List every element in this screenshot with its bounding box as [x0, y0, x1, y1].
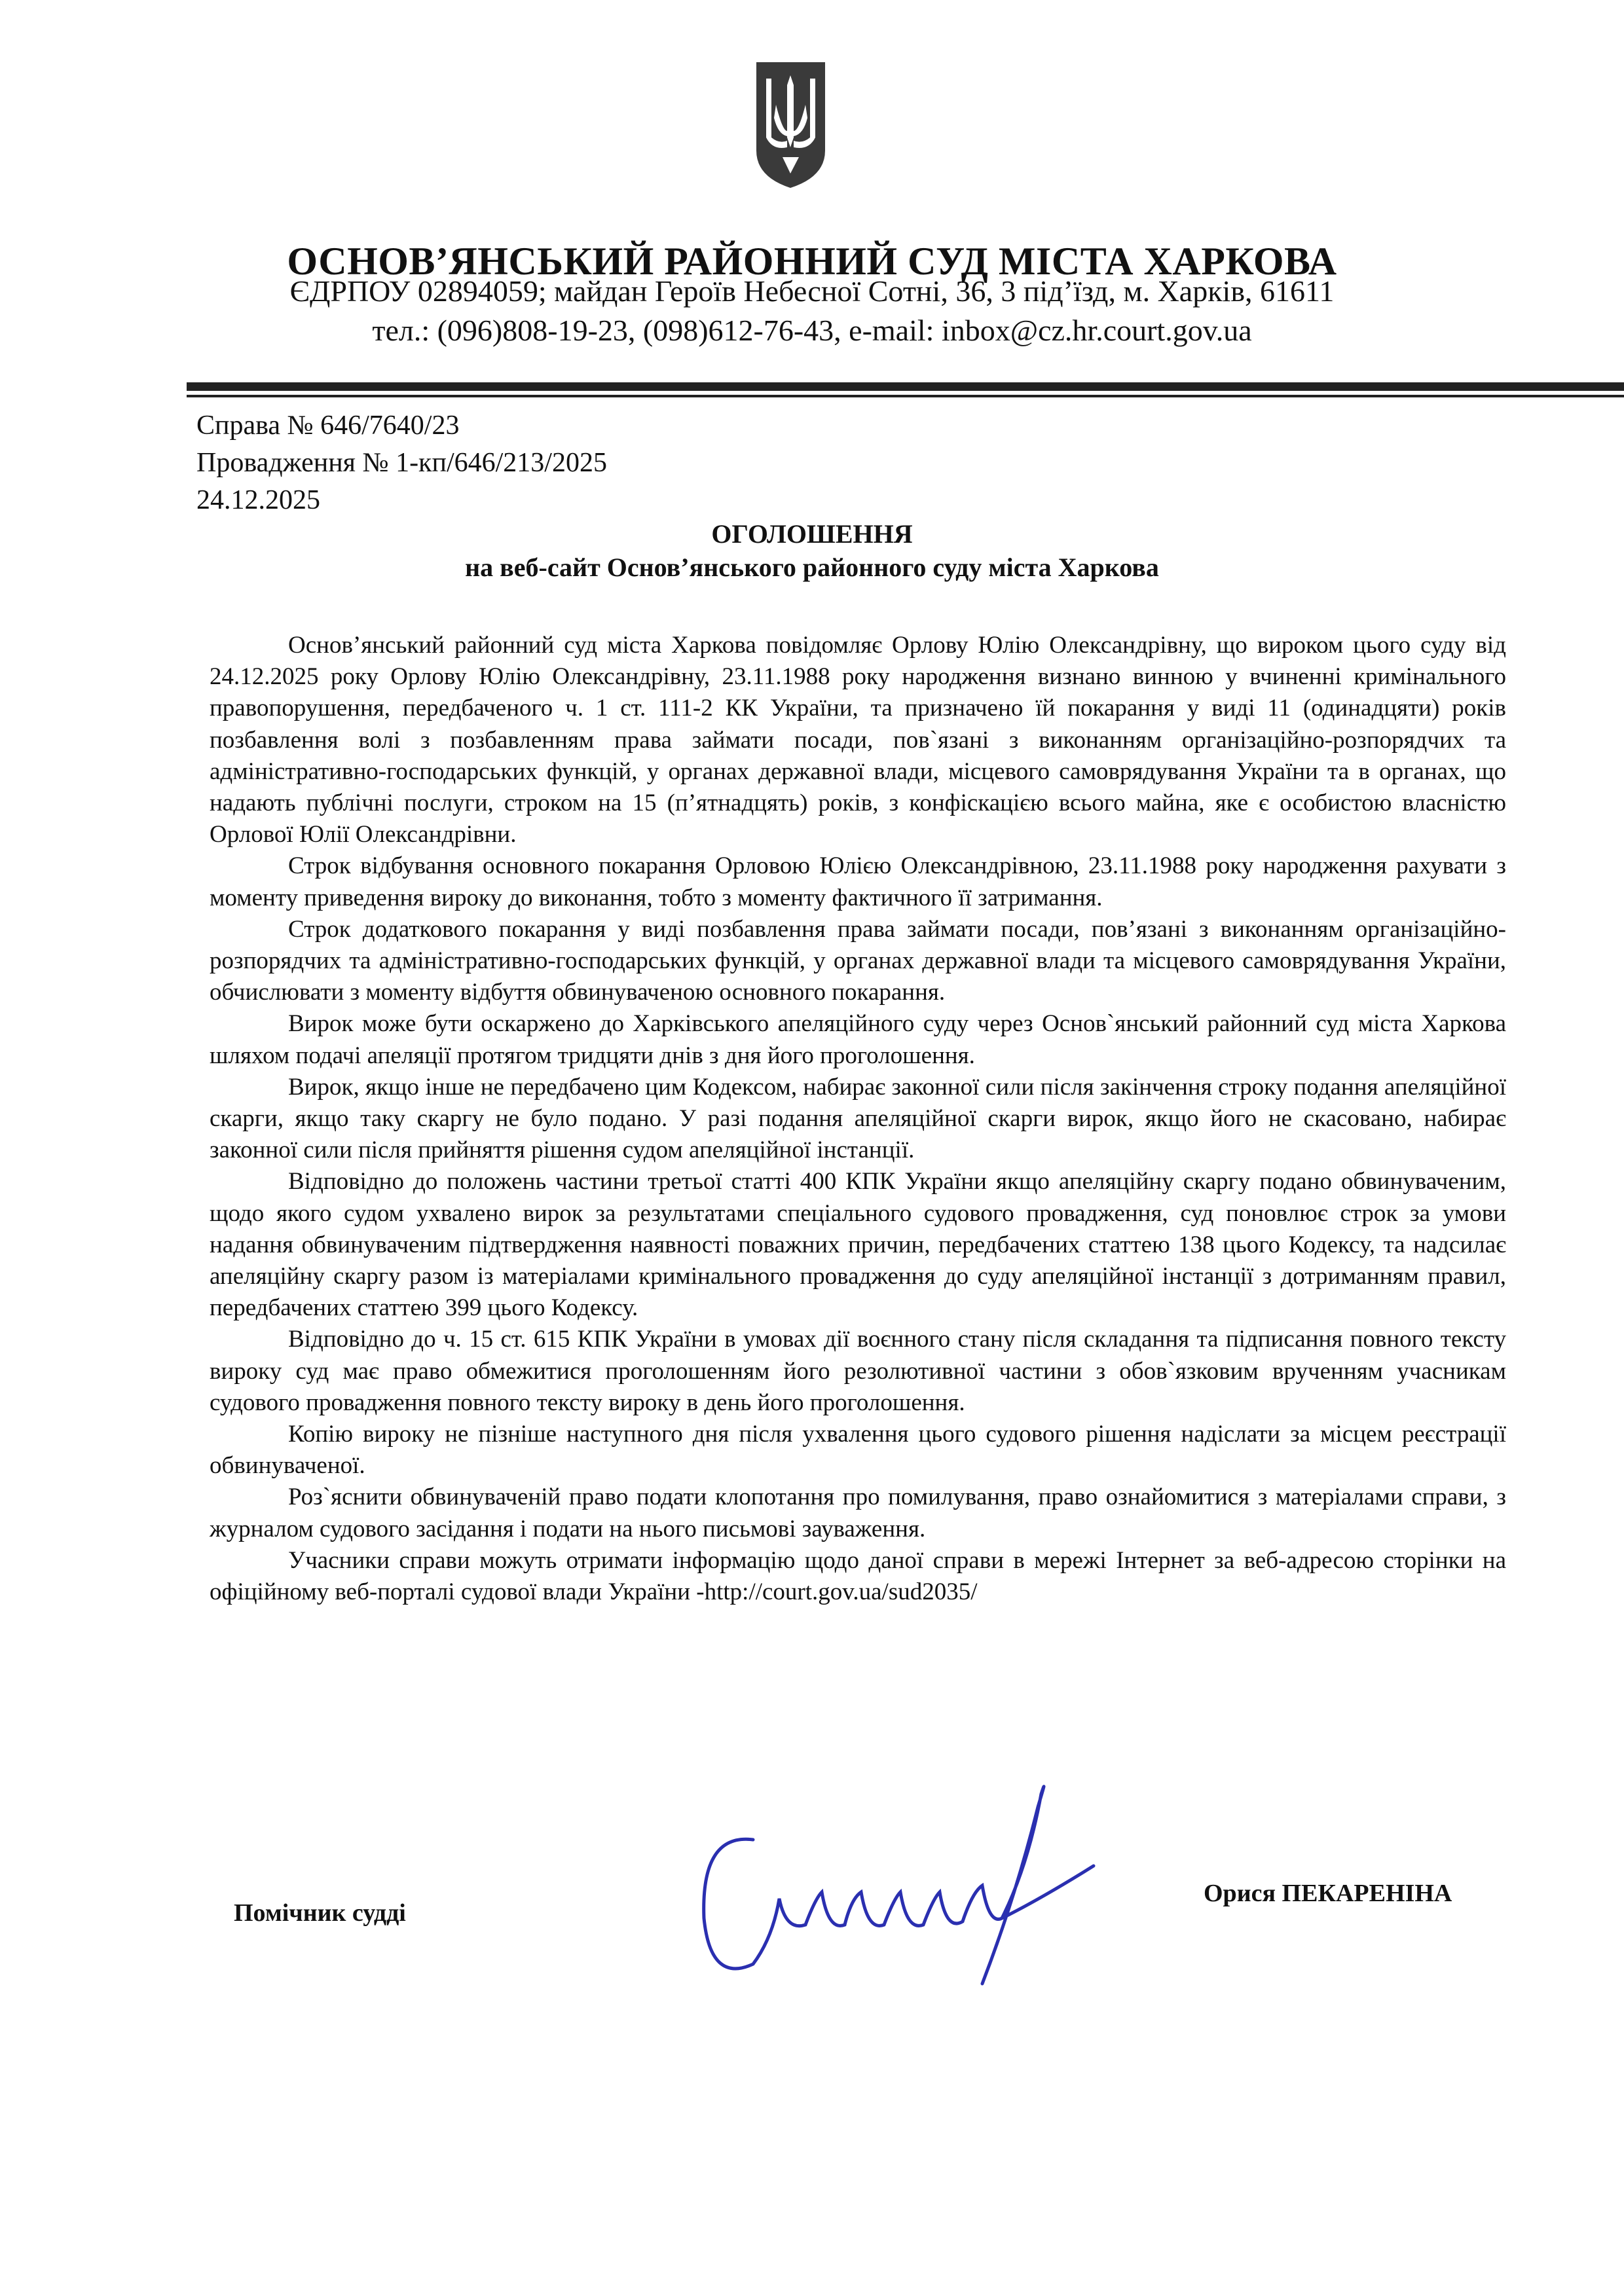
- case-meta: [196, 407, 607, 519]
- paragraph: Відповідно до положень частини третьої статті 400 КПК України якщо апеляційну скаргу подано обвинуваченим, щодо якого судом ухвалено вирок за результатами спеціального судового провадження, суд поновлює строк за умови надання обвинуваченим підтвердження наявності поважних причин, передбачених статтею 138 цього Кодексу, та надсилає апеляційну скаргу разом із матеріалами кримінального провадження до суду апеляційної інстанції з дотриманням правил, передбачених статтею 399 цього Кодексу.: [210, 1168, 1506, 1322]
- header-divider-thick: [187, 382, 1624, 391]
- document-date: 24.12.2025: [196, 485, 320, 515]
- court-address: ЄДРПОУ 02894059; майдан Героїв Небесної Сотні, 36, 3 під’їзд, м. Харків, 61611: [289, 274, 1335, 308]
- proceeding-number: Провадження № 1-кп/646/213/2025: [196, 448, 607, 478]
- header-divider-thin: [187, 395, 1624, 397]
- signer-role: Помічник судді: [234, 1899, 406, 1927]
- paragraph: Строк додаткового покарання у виді позбавлення права займати посади, пов’язані з виконанням організаційно-розпорядчих та адміністративно-господарських функцій, у органах державної влади та місцевого самоврядування України, обчислювати з моменту відбуття обвинуваченою основного покарання.: [210, 915, 1506, 1006]
- paragraph: Учасники справи можуть отримати інформацію щодо даної справи в мережі Інтернет за веб-адресою сторінки на офіційному веб-порталі судової влади України -http://court.gov.ua/sud2035/: [210, 1546, 1506, 1606]
- announcement-body: [210, 630, 1506, 1608]
- document-subtitle: на веб-сайт Основ’янського районного суду міста Харкова: [465, 553, 1159, 582]
- paragraph: Строк відбування основного покарання Орловою Юлією Олександрівною, 23.11.1988 року народження рахувати з моменту приведення вироку до виконання, тобто з моменту фактичного її затримання.: [210, 852, 1506, 911]
- coat-of-arms-icon: [753, 59, 828, 190]
- court-contacts: тел.: (096)808-19-23, (098)612-76-43, e-mail: inbox@cz.hr.court.gov.ua: [372, 314, 1252, 347]
- paragraph: Основ’янський районний суд міста Харкова повідомляє Орлову Юлію Олександрівну, що вироком цього суду від 24.12.2025 року Орлову Юлію Олександрівну, 23.11.1988 року народження визнано винною у вчиненні кримінального правопорушення, передбаченого ч. 1 ст. 111-2 КК України, та призначено їй покарання у виді 11 (одинадцяти) років позбавлення волі з позбавленням права займати посади, пов`язані з виконанням організаційно-розпорядчих та адміністративно-господарських функцій, у органах державної влади, місцевого самоврядування України та в органах, що надають публічні послуги, строком на 15 (п’ятнадцять) років, з конфіскацією всього майна, яке є особистою власністю Орлової Юлії Олександрівни.: [210, 632, 1506, 848]
- handwritten-signature: [674, 1768, 1100, 2016]
- signer-name: Орися ПЕКАРЕНІНА: [1204, 1880, 1452, 1907]
- paragraph: Копію вироку не пізніше наступного дня після ухвалення цього судового рішення надіслати за місцем реєстрації обвинуваченої.: [210, 1421, 1506, 1480]
- paragraph: Роз`яснити обвинуваченій право подати клопотання про помилування, право ознайомитися з матеріалами справи, з журналом судового засідання і подати на нього письмові зауваження.: [210, 1484, 1506, 1542]
- paragraph: Відповідно до ч. 15 ст. 615 КПК України в умовах дії воєнного стану після складання та підписання повного тексту вироку суд має право обмежитися проголошенням його резолютивної частини з обов`язковим врученням учасникам судового провадження повного тексту вироку в день його проголошення.: [210, 1326, 1506, 1416]
- paragraph: Вирок, якщо інше не передбачено цим Кодексом, набирає законної сили після закінчення строку подання апеляційної скарги, якщо таку скаргу не було подано. У разі подання апеляційної скарги вирок, якщо його не скасовано, набирає законної сили після прийняття рішення судом апеляційної інстанції.: [210, 1073, 1506, 1164]
- case-number: Справа № 646/7640/23: [196, 410, 460, 441]
- document-title: ОГОЛОШЕННЯ: [711, 519, 913, 549]
- court-name: ОСНОВ’ЯНСЬКИЙ РАЙОННИЙ СУД МІСТА ХАРКОВА: [287, 240, 1337, 283]
- paragraph: Вирок може бути оскаржено до Харківського апеляційного суду через Основ`янський районний суд міста Харкова шляхом подачі апеляції протягом тридцяти днів з дня його проголошення.: [210, 1010, 1506, 1069]
